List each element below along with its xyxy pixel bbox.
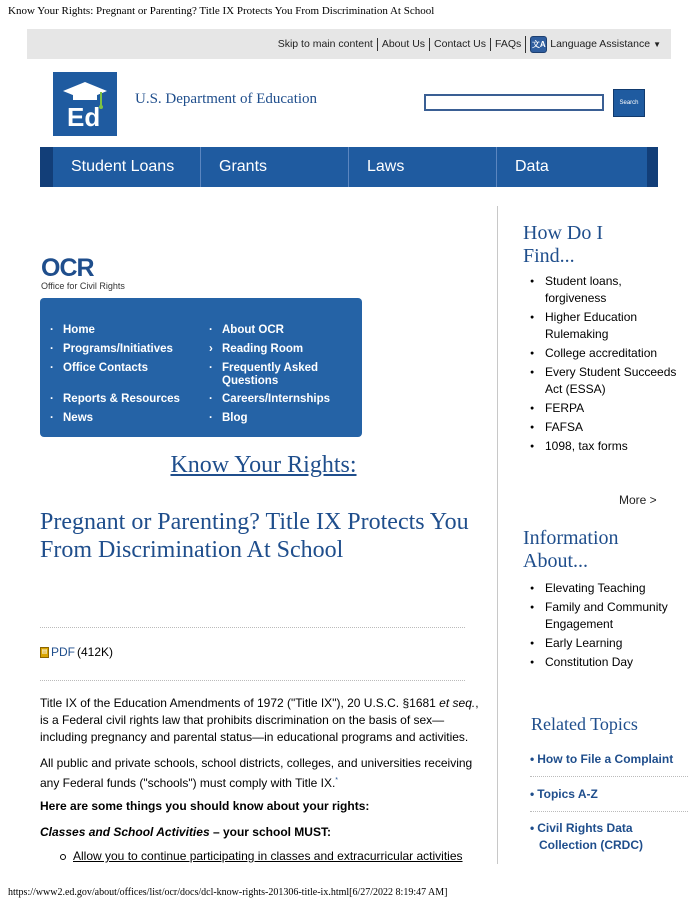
bullet-icon: •: [530, 787, 535, 801]
related-item-label: How to File a Complaint: [537, 752, 674, 766]
contact-us-link[interactable]: Contact Us: [429, 38, 490, 51]
ocr-logo[interactable]: [41, 256, 125, 291]
ocr-menu-news[interactable]: · News: [50, 412, 93, 425]
divider: [530, 776, 688, 777]
pdf-size: (412K): [77, 645, 114, 659]
divider: [40, 627, 465, 628]
information-about-heading: Information About...: [523, 527, 619, 572]
language-assistance-menu[interactable]: [525, 36, 665, 53]
bullet-icon: •: [530, 752, 535, 766]
find-item[interactable]: ● FAFSA: [530, 419, 680, 436]
info-item[interactable]: ● Early Learning: [530, 635, 680, 652]
related-item-label: Civil Rights Data Collection (CRDC): [537, 821, 643, 852]
ocr-menu: [40, 298, 362, 437]
nav-student-loans[interactable]: Student Loans: [53, 147, 201, 187]
main-nav: [40, 147, 658, 187]
section-heading-em: Classes and School Activities: [40, 825, 210, 839]
information-about-list: [530, 580, 680, 673]
search-button[interactable]: Search: [613, 89, 645, 117]
related-item-topics-az[interactable]: [530, 786, 688, 803]
graduation-cap-icon: [59, 78, 111, 130]
about-us-link[interactable]: About Us: [377, 38, 429, 51]
department-name[interactable]: U.S. Department of Education: [135, 91, 318, 107]
ocr-menu-faq[interactable]: · Frequently Asked Questions: [209, 362, 354, 388]
divider: [530, 811, 688, 812]
find-item[interactable]: ● FERPA: [530, 400, 680, 417]
intro-paragraph: [40, 695, 485, 746]
rights-intro: Here are some things you should know about your rights:: [40, 799, 370, 813]
footnote-link[interactable]: *: [335, 777, 339, 784]
ocr-logo-small: Office for Civil Rights: [41, 281, 125, 291]
ocr-menu-contacts[interactable]: · Office Contacts: [50, 362, 148, 375]
intro-text-b: , is a Federal civil rights law that prohibits discrimination on the basis of sex—including pregnancy and parental status—in educational programs and activities.: [40, 696, 479, 744]
nav-grants[interactable]: Grants: [201, 147, 349, 187]
find-item[interactable]: ● Higher Education Rulemaking: [530, 309, 680, 343]
search-input[interactable]: [424, 94, 604, 111]
list-item: [60, 849, 463, 864]
bullet-icon: •: [530, 821, 535, 835]
related-topics-heading: Related Topics: [531, 714, 638, 734]
language-assistance-label: Language Assistance: [550, 37, 651, 50]
find-item[interactable]: ● College accreditation: [530, 345, 680, 362]
info-item[interactable]: ● Family and Community Engagement: [530, 599, 680, 633]
find-item[interactable]: ● 1098, tax forms: [530, 438, 680, 455]
bullet-circle-icon: [60, 854, 66, 860]
list-item-link[interactable]: Allow you to continue participating in classes and extracurricular activities: [73, 849, 463, 863]
related-item-label: Topics A-Z: [537, 787, 598, 801]
info-item[interactable]: ● Constitution Day: [530, 654, 680, 671]
ocr-menu-reading-room[interactable]: › Reading Room: [209, 343, 303, 356]
related-item-crdc[interactable]: [530, 820, 688, 854]
related-item-file-complaint[interactable]: [530, 751, 688, 768]
skip-to-content-link[interactable]: Skip to main content: [277, 37, 373, 50]
know-your-rights-heading: Know Your Rights:: [170, 452, 357, 478]
page-title: Pregnant or Parenting? Title IX Protects You From Discrimination At School: [40, 509, 469, 563]
more-link[interactable]: More >: [619, 493, 657, 507]
faqs-link[interactable]: FAQs: [490, 38, 525, 51]
schools-paragraph: [40, 755, 485, 792]
ocr-menu-programs[interactable]: · Programs/Initiatives: [50, 343, 173, 356]
info-item[interactable]: ● Elevating Teaching: [530, 580, 680, 597]
pdf-link[interactable]: PDF: [51, 645, 75, 659]
ocr-menu-careers[interactable]: · Careers/Internships: [209, 393, 330, 406]
ocr-menu-home[interactable]: · Home: [50, 324, 95, 337]
find-item[interactable]: ● Every Student Succeeds Act (ESSA): [530, 364, 680, 398]
translate-icon: 文A: [530, 36, 547, 53]
logo-text: Ed: [67, 102, 101, 130]
pdf-download: [40, 645, 113, 659]
how-do-i-find-heading: How Do I Find...: [523, 222, 603, 267]
ocr-menu-reports[interactable]: · Reports & Resources: [50, 393, 180, 406]
utility-bar: [27, 29, 671, 59]
pdf-icon: ▤: [40, 647, 49, 658]
sidebar-divider: [497, 206, 498, 864]
ocr-menu-about[interactable]: · About OCR: [209, 324, 284, 337]
divider: [40, 680, 465, 681]
section-heading-classes: [40, 824, 485, 841]
intro-text-em: et seq.: [439, 696, 476, 710]
print-footer: https://www2.ed.gov/about/offices/list/ocr/docs/dcl-know-rights-201306-title-ix.html[6/27/2022 8:19:47 AM]: [8, 887, 448, 898]
ed-logo[interactable]: [53, 72, 117, 136]
find-item[interactable]: ● Student loans, forgiveness: [530, 273, 680, 307]
schools-text: All public and private schools, school districts, colleges, and universities receiving any Federal funds ("schools") must comply with Title IX.: [40, 756, 473, 790]
ocr-logo-big: OCR: [41, 254, 94, 282]
section-heading-rest: – your school MUST:: [209, 825, 331, 839]
print-header: Know Your Rights: Pregnant or Parenting? Title IX Protects You From Discrimination At School: [8, 5, 435, 17]
nav-laws[interactable]: Laws: [349, 147, 497, 187]
ocr-menu-blog[interactable]: · Blog: [209, 412, 248, 425]
how-do-i-find-list: [530, 273, 680, 457]
nav-data[interactable]: Data: [515, 158, 549, 175]
intro-text-a: Title IX of the Education Amendments of 1972 ("Title IX"), 20 U.S.C. §1681: [40, 696, 440, 710]
caret-down-icon: ▼: [653, 39, 661, 49]
